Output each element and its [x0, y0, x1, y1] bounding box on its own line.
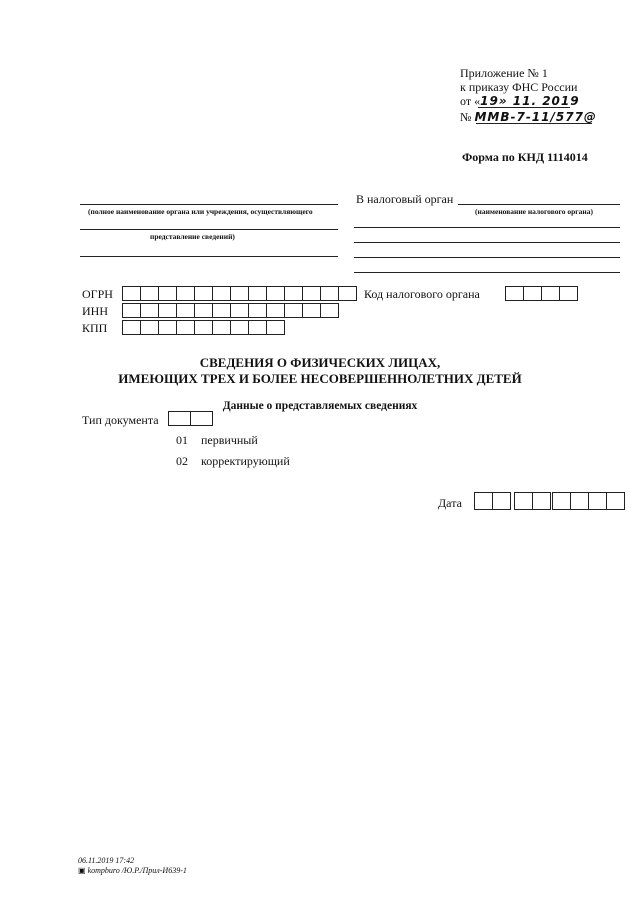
footer-source-text: kompburo /Ю.Р./Прил-И639-1 — [87, 866, 187, 875]
tax-authority-line-3[interactable] — [354, 242, 620, 243]
date-label: Дата — [438, 496, 462, 510]
form-title-line-2: ИМЕЮЩИХ ТРЕХ И БОЛЕЕ НЕСОВЕРШЕННОЛЕТНИХ ДЕТЕЙ — [118, 371, 522, 386]
order-number-prefix: № — [460, 110, 472, 124]
order-date-handwritten: 19» 11. 2019 — [480, 94, 580, 108]
section-subtitle: Данные о представляемых сведениях — [222, 400, 418, 412]
kpp-label: КПП — [82, 321, 108, 335]
order-label: к приказу ФНС России — [460, 80, 578, 94]
date-year-cells[interactable] — [552, 492, 625, 510]
doc-icon: ▣ — [78, 866, 86, 875]
inn-cells[interactable] — [122, 303, 339, 318]
tax-code-label: Код налогового органа — [364, 287, 480, 301]
inn-label: ИНН — [82, 304, 108, 318]
appendix-label: Приложение № 1 — [460, 66, 548, 80]
order-number — [460, 110, 597, 124]
tax-code-cells[interactable] — [505, 286, 578, 301]
ogrn-label: ОГРН — [82, 287, 113, 301]
org-name-line-2[interactable] — [80, 229, 338, 230]
doc-type-option-primary — [176, 433, 258, 447]
tax-authority-line-4[interactable] — [354, 257, 620, 258]
org-name-caption-1: (полное наименование органа или учреждения, осуществляющего — [88, 207, 313, 216]
option-code: 01 — [176, 433, 188, 447]
tax-authority-line-5[interactable] — [354, 272, 620, 273]
order-date-underline — [478, 107, 570, 108]
tax-authority-caption: (наименование налогового органа) — [475, 207, 593, 216]
doc-type-cells[interactable] — [168, 411, 213, 426]
form-title-line-1: СВЕДЕНИЯ О ФИЗИЧЕСКИХ ЛИЦАХ, — [199, 355, 441, 370]
option-label: первичный — [201, 433, 258, 447]
ogrn-cells[interactable] — [122, 286, 357, 301]
tax-authority-line-2[interactable] — [354, 227, 620, 228]
form-title — [60, 355, 580, 387]
tax-authority-line-1[interactable] — [458, 204, 620, 205]
option-code: 02 — [176, 454, 188, 468]
org-name-caption-2: представление сведений) — [150, 232, 235, 241]
option-label: корректирующий — [201, 454, 290, 468]
footer-source — [78, 866, 187, 876]
org-name-line-1[interactable] — [80, 204, 338, 205]
order-date-prefix: от « — [460, 94, 481, 108]
order-number-handwritten: ММВ-7-11/577@ — [474, 110, 597, 124]
org-name-line-3[interactable] — [80, 256, 338, 257]
kpp-cells[interactable] — [122, 320, 285, 335]
tax-authority-label: В налоговый орган — [356, 192, 454, 206]
date-month-cells[interactable] — [514, 492, 551, 510]
doc-type-option-corrective — [176, 454, 290, 468]
order-number-underline — [476, 123, 592, 124]
order-date — [460, 94, 580, 108]
footer-timestamp: 06.11.2019 17:42 — [78, 856, 135, 865]
date-day-cells[interactable] — [474, 492, 511, 510]
form-code: Форма по КНД 1114014 — [462, 150, 588, 164]
doc-type-label: Тип документа — [82, 413, 159, 427]
